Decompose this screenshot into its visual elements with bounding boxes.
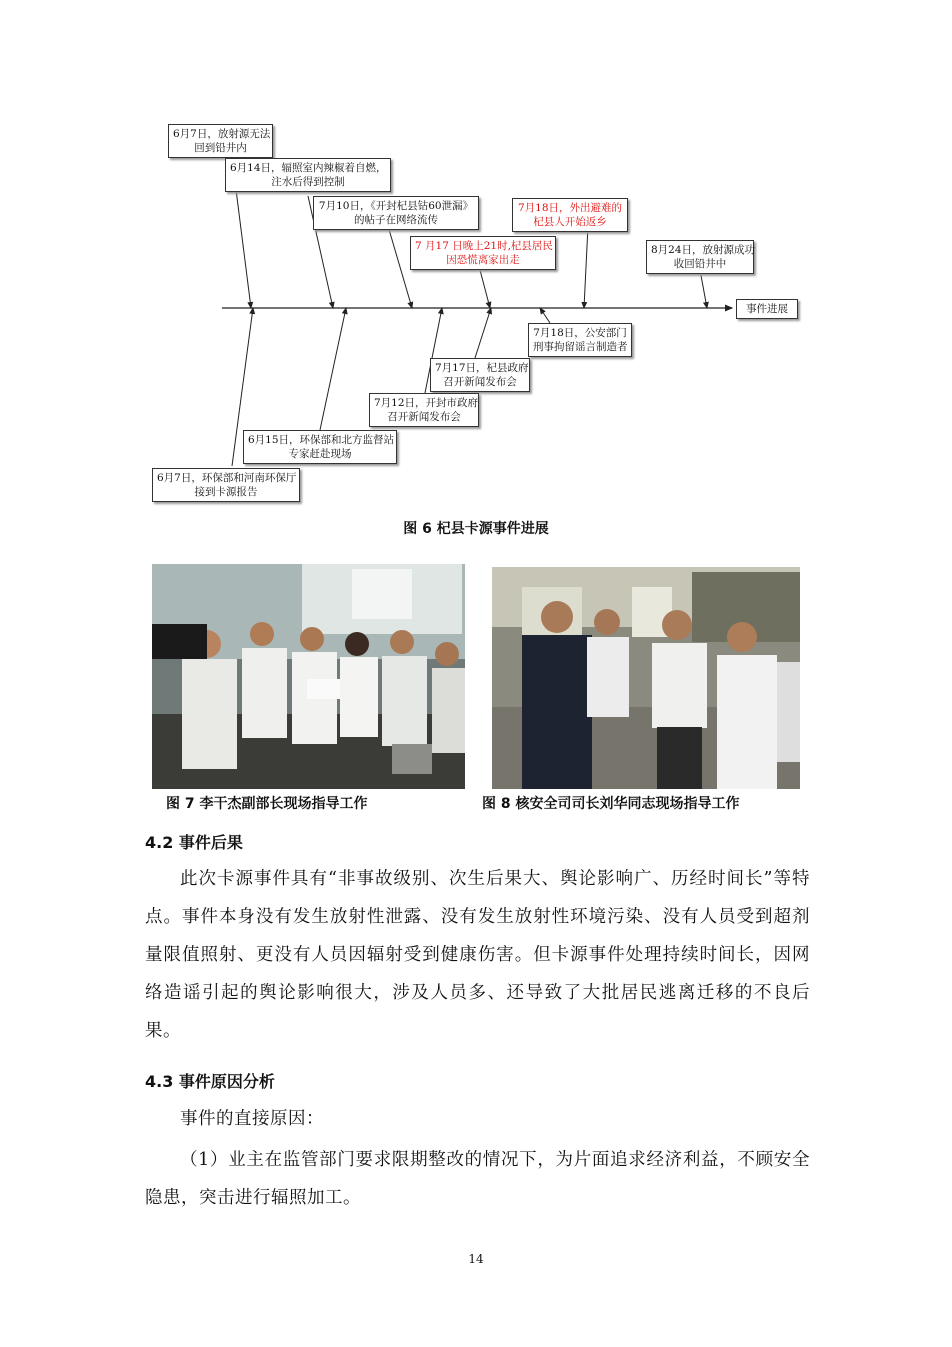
timeline-event-box-highlight: 7 月17 日晚上21时,杞县居民 因恐慌离家出走 (410, 236, 556, 270)
figure-8-photo (492, 567, 800, 789)
figure-8-caption: 图 8 核安全司司长刘华同志现场指导工作 (482, 796, 740, 812)
timeline-event-box: 6月14日，辐照室内辣椒着自燃， 注水后得到控制 (225, 158, 391, 192)
timeline-event-box: 6月15日，环保部和北方监督站 专家赶赴现场 (243, 430, 397, 464)
timeline-event-box: 6月7日，环保部和河南环保厅 接到卡源报告 (152, 468, 300, 502)
timeline-event-box: 6月7日，放射源无法 回到铅井内 (168, 124, 273, 158)
timeline-event-box: 7月12日，开封市政府 召开新闻发布会 (369, 393, 479, 427)
event-timeline-diagram (140, 118, 820, 513)
timeline-event-box-highlight: 7月18日，外出避难的 杞县人开始返乡 (512, 198, 628, 232)
page-number: 14 (468, 1252, 484, 1266)
section-4-3-heading: 4.3 事件原因分析 (145, 1072, 275, 1091)
section-4-3-item-1: （1）业主在监管部门要求限期整改的情况下，为片面追求经济利益，不顾安全隐患，突击进行辐照加工。 (145, 1150, 810, 1208)
timeline-event-box: 7月18日，公安部门 刑事拘留谣言制造者 (528, 323, 632, 357)
timeline-axis-label: 事件进展 (736, 299, 798, 319)
figure-6-caption: 图 6 杞县卡源事件进展 (403, 521, 549, 537)
timeline-event-box: 7月10日，《开封杞县钴60泄漏》 的帖子在网络流传 (313, 196, 479, 230)
timeline-event-box: 8月24日，放射源成功 收回铅井中 (646, 240, 754, 274)
figure-7-caption: 图 7 李干杰副部长现场指导工作 (166, 796, 368, 812)
timeline-event-box: 7月17日，杞县政府 召开新闻发布会 (430, 358, 530, 392)
figure-7-photo (152, 564, 465, 789)
section-4-3-intro: 事件的直接原因： (180, 1109, 324, 1129)
section-4-2-heading: 4.2 事件后果 (145, 833, 243, 852)
section-4-2-paragraph: 此次卡源事件具有“非事故级别、次生后果大、舆论影响广、历经时间长”等特点。事件本身没有发生放射性泄露、没有发生放射性环境污染、没有人员受到超剂量限值照射、更没有人员因辐射受到健康伤害。但卡源事件处理持续时间长，因网络造谣引起的舆论影响很大，涉及人员多、还导致了大批居民逃离迁移的不良后果。 (145, 869, 810, 1041)
